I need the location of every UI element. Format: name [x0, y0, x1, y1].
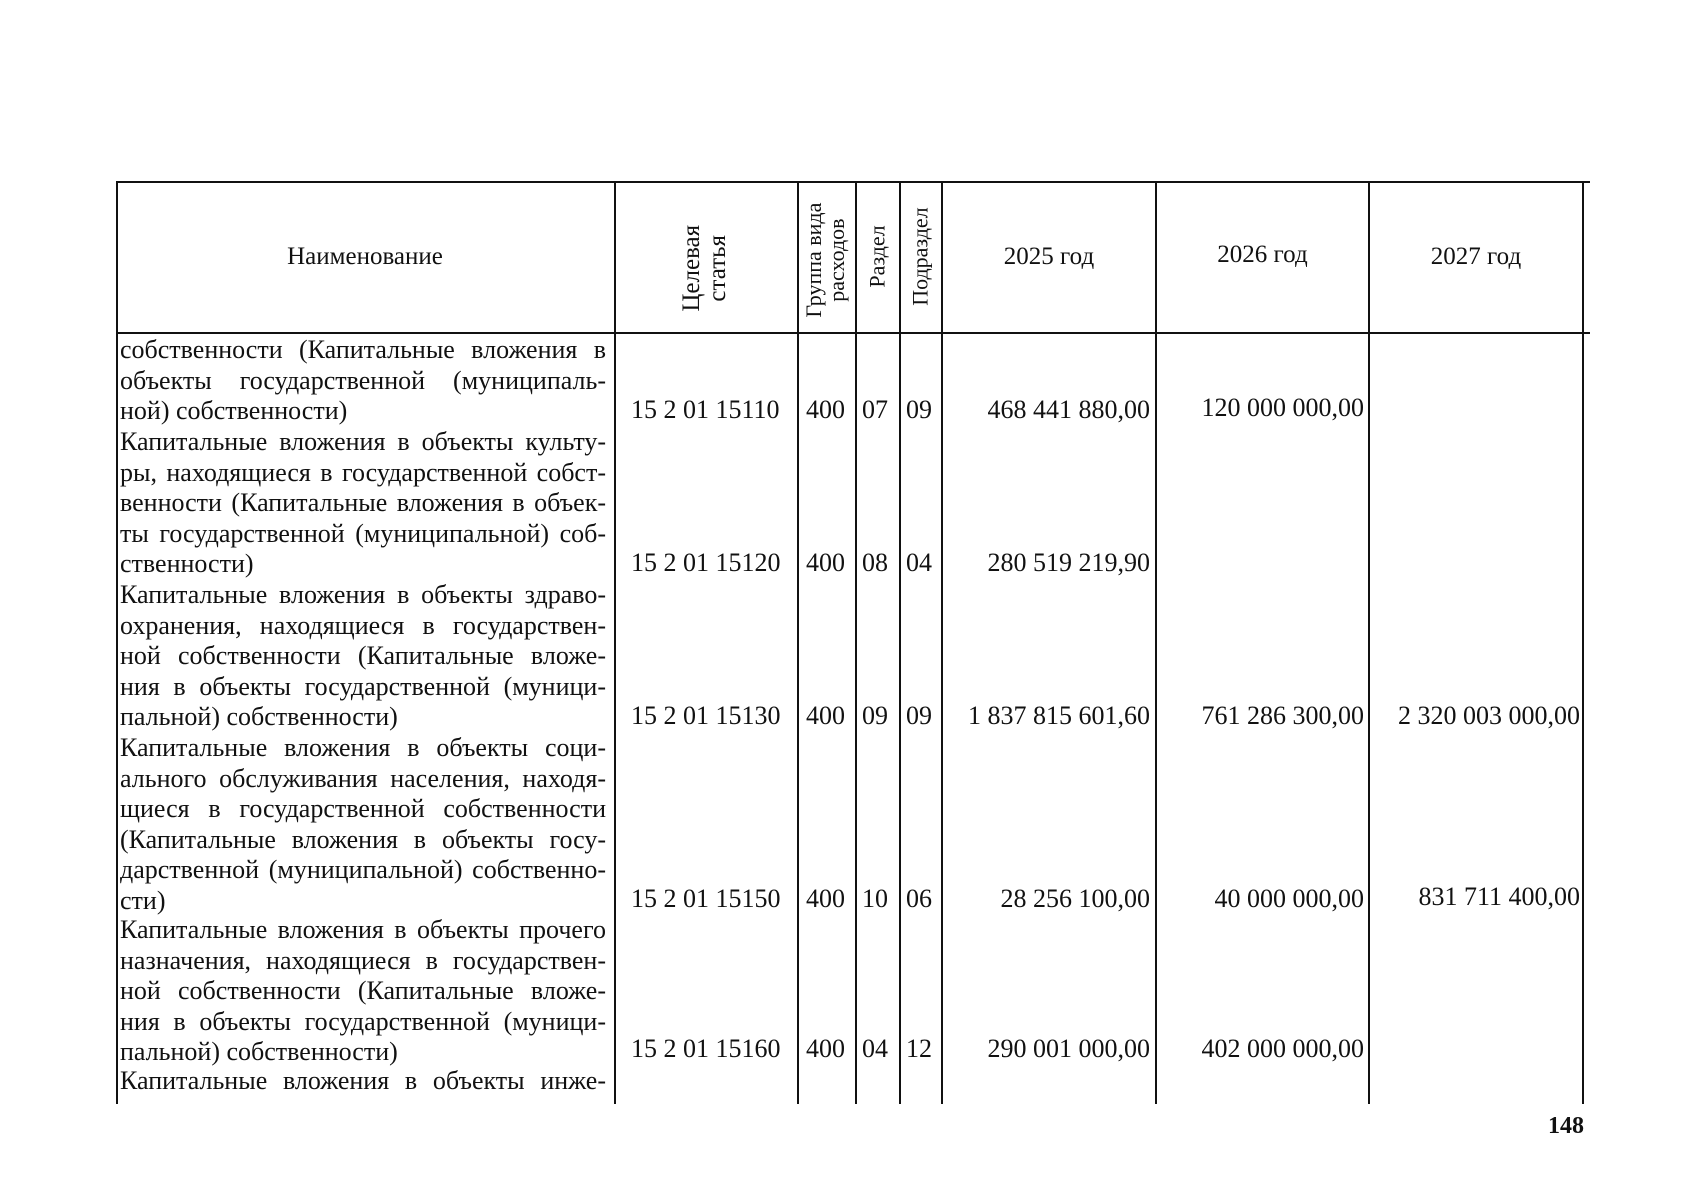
row-2026: 40 000 000,00 [1214, 884, 1364, 913]
col-border [855, 181, 857, 1104]
col-border [797, 181, 799, 1104]
row-group: 400 [806, 884, 845, 913]
col-border [899, 181, 901, 1104]
header-subsection: Подраздел [907, 207, 933, 306]
row-section: 10 [862, 884, 888, 913]
row-name [120, 580, 606, 733]
row-name-line: ной собственности (Капитальные вложе- [120, 976, 606, 1005]
row-name-line: дарственной (муниципальной) собственно- [120, 855, 606, 884]
row-subsection: 06 [906, 884, 932, 913]
header-expense-group [802, 201, 848, 319]
row-name [120, 427, 606, 580]
row-2027: 831 711 400,00 [1418, 882, 1580, 911]
header-section: Раздел [864, 225, 890, 288]
row-subsection: 09 [906, 395, 932, 424]
row-2025: 28 256 100,00 [1000, 884, 1150, 913]
row-code: 15 2 01 15120 [631, 548, 781, 577]
row-name-line: собственности (Капитальные вложения в [120, 335, 606, 364]
header-expense-group-line2: расходов [824, 218, 849, 302]
row-name [120, 915, 606, 1068]
row-name-line: объекты государственной (муниципаль- [120, 365, 606, 395]
row-2026: 120 000 000,00 [1201, 393, 1364, 422]
row-group: 400 [806, 701, 845, 730]
row-section: 09 [862, 701, 888, 730]
col-border [1582, 181, 1584, 1104]
row-name-line: ной) собственности) [120, 396, 348, 425]
row-name-line: щиеся в государственной собственности [120, 794, 606, 823]
header-target-article-line2: статья [704, 234, 731, 302]
row-code: 15 2 01 15130 [631, 701, 781, 730]
row-name-line: (Капитальные вложения в объекты госу- [120, 824, 606, 854]
row-name-line: ния в объекты государственной (муници- [120, 671, 606, 701]
row-name-line: назначения, находящиеся в государствен- [120, 945, 606, 975]
row-name-line: Капитальные вложения в объекты инже- [120, 1066, 606, 1095]
row-name [120, 1066, 606, 1097]
header-target-article [679, 213, 732, 323]
row-subsection: 12 [906, 1034, 932, 1063]
col-border [614, 181, 616, 1104]
row-2025: 468 441 880,00 [987, 395, 1150, 424]
row-name-line: ры, находящиеся в государственной собст- [120, 457, 606, 487]
col-border [116, 181, 118, 1104]
header-expense-group-line1: Группа вида [800, 202, 826, 318]
col-border [1155, 181, 1157, 1104]
row-group: 400 [806, 395, 845, 424]
row-2025: 1 837 815 601,60 [968, 701, 1150, 730]
header-2027: 2027 год [1430, 243, 1522, 270]
col-border [1368, 181, 1370, 1104]
header-name: Наименование [287, 243, 443, 270]
page-number: 148 [1548, 1113, 1584, 1139]
header-2025: 2025 год [1003, 243, 1095, 270]
row-name-line: ной собственности (Капитальные вложе- [120, 641, 606, 670]
row-2025: 290 001 000,00 [987, 1034, 1150, 1063]
row-name-line: Капитальные вложения в объекты культу- [120, 427, 606, 456]
row-code: 15 2 01 15110 [631, 395, 780, 424]
row-code: 15 2 01 15160 [631, 1034, 781, 1063]
row-name-line: пальной) собственности) [120, 702, 398, 731]
row-name-line: ального обслуживания населения, находя- [120, 763, 606, 793]
row-subsection: 04 [906, 548, 932, 577]
row-name-line: венности (Капитальные вложения в объек- [120, 488, 606, 517]
row-name-line: ственности) [120, 549, 254, 578]
row-name-line: пальной) собственности) [120, 1037, 398, 1066]
row-name-line: Капитальные вложения в объекты прочего [120, 915, 606, 944]
row-2027: 2 320 003 000,00 [1398, 701, 1580, 730]
row-2026: 761 286 300,00 [1201, 701, 1364, 730]
row-name-line: ты государственной (муниципальной) соб- [120, 518, 606, 548]
row-name [120, 733, 606, 916]
row-section: 08 [862, 548, 888, 577]
header-2026: 2026 год [1217, 241, 1308, 268]
row-group: 400 [806, 548, 845, 577]
row-name-line: охранения, находящиеся в государствен- [120, 610, 606, 640]
row-section: 07 [862, 395, 888, 424]
row-name [120, 335, 606, 427]
row-2026: 402 000 000,00 [1201, 1034, 1364, 1063]
row-name-line: ния в объекты государственной (муници- [120, 1006, 606, 1036]
row-2025: 280 519 219,90 [987, 548, 1150, 577]
row-name-line: сти) [120, 885, 166, 915]
row-code: 15 2 01 15150 [631, 884, 781, 913]
row-section: 04 [862, 1034, 888, 1063]
header-target-article-line1: Целевая [677, 224, 705, 312]
row-name-line: Капитальные вложения в объекты соци- [120, 733, 606, 762]
row-name-line: Капитальные вложения в объекты здраво- [120, 580, 606, 609]
row-subsection: 09 [906, 701, 932, 730]
row-group: 400 [806, 1034, 845, 1063]
col-border [941, 181, 943, 1104]
